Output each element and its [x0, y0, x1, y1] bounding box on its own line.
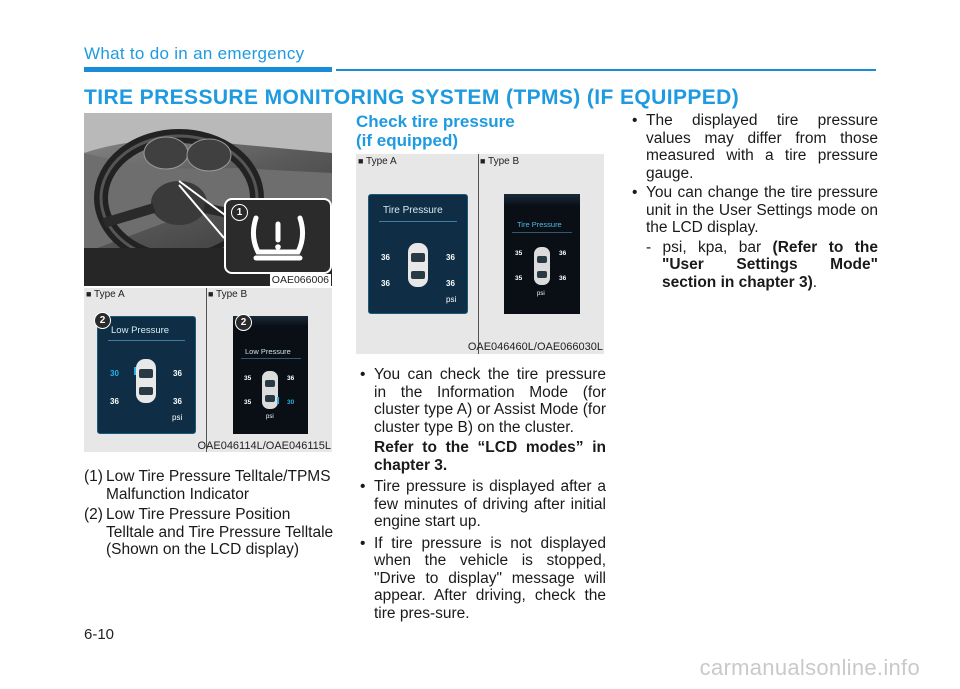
right-bullets — [628, 112, 878, 291]
page-title: TIRE PRESSURE MONITORING SYSTEM (TPMS) (IF EQUIPPED) — [84, 86, 740, 109]
unit-label: psi — [537, 291, 545, 297]
callout-number-2a: 2 — [94, 312, 111, 329]
screen-title: Low Pressure — [245, 347, 291, 356]
section-label: What to do in an emergency — [84, 44, 305, 63]
legend-list — [84, 468, 334, 559]
dashboard-photo — [84, 113, 332, 286]
unit-label: psi — [446, 295, 457, 304]
tire-rr-value: 30 — [287, 399, 295, 406]
tire-rl-value: 36 — [110, 397, 119, 406]
tire-rr-value: 36 — [559, 275, 567, 282]
tire-fr-value: 36 — [446, 253, 455, 262]
tire-rr-value: 36 — [173, 397, 182, 406]
legend-item-2: (2) Low Tire Pressure Position Telltale and Tire Pressure Telltale (Shown on the LCD display) — [84, 506, 334, 558]
tire-fl-value: 30 — [110, 369, 119, 378]
callout-number-1: 1 — [231, 204, 248, 221]
tire-pressure-screen-a — [368, 194, 468, 314]
header-rule-thick — [84, 67, 332, 72]
type-a-label: ■ Type A — [86, 289, 125, 300]
screen-title: Low Pressure — [111, 325, 170, 336]
type-b-label: ■ Type B — [480, 156, 520, 167]
screens-code: OAE046114L/OAE046115L — [197, 440, 331, 452]
bullet-change-unit: • You can change the tire pressure unit in the User Settings mode on the LCD display. — [628, 184, 878, 237]
watermark: carmanualsonline.info — [699, 655, 920, 680]
type-a-label: ■ Type A — [358, 156, 397, 167]
tire-fl-value: 36 — [381, 253, 390, 262]
callout-number-2b: 2 — [235, 314, 252, 331]
car-top-view-icon — [406, 241, 430, 289]
bullet-values-differ: • The displayed tire pressure values may differ from those measured with a tire pressure gauge. — [628, 112, 878, 182]
middle-bullets — [356, 366, 606, 622]
tire-pressure-screens-panel — [356, 154, 604, 354]
tire-fl-value: 35 — [244, 375, 252, 382]
type-b-label: ■ Type B — [208, 289, 248, 300]
panel-divider — [478, 154, 479, 354]
screens-code: OAE046460L/OAE066030L — [467, 341, 603, 353]
bullet-check-pressure: • You can check the tire pressure in the Information Mode (for cluster type A) or Assist Mode (for cluster type B) on the cluster. Refer to the “LCD modes” in chapter 3. — [356, 366, 606, 474]
low-pressure-screens-panel — [84, 288, 332, 452]
car-top-view-icon — [533, 246, 551, 286]
tire-pressure-screen-b — [504, 194, 580, 314]
tire-fl-value: 35 — [515, 250, 523, 257]
bullet-drive-to-display: • If tire pressure is not displayed when the vehicle is stopped, "Drive to display" message will appear. After driving, check the tire pres-sure. — [356, 535, 606, 623]
panel-divider — [206, 288, 207, 452]
low-pressure-screen-a — [97, 316, 196, 434]
low-pressure-screen-b — [233, 316, 308, 434]
tire-fr-value: 36 — [287, 375, 295, 382]
tire-rl-value: 35 — [244, 399, 252, 406]
unit-options: - psi, kpa, bar (Refer to the "User Settings Mode" section in chapter 3). — [646, 238, 878, 291]
tire-rr-value: 36 — [446, 279, 455, 288]
legend-item-1: (1) Low Tire Pressure Telltale/TPMS Malfunction Indicator — [84, 468, 331, 503]
car-top-view-icon — [261, 370, 279, 410]
photo-code: OAE066006 — [271, 274, 329, 286]
unit-label: psi — [266, 414, 274, 420]
page-number: 6-10 — [84, 626, 115, 643]
car-top-view-icon — [134, 357, 158, 405]
tire-fr-value: 36 — [559, 250, 567, 257]
tire-rl-value: 36 — [381, 279, 390, 288]
screen-title: Tire Pressure — [517, 220, 562, 229]
unit-label: psi — [172, 413, 183, 422]
header-rule-thin — [336, 69, 876, 71]
tire-rl-value: 35 — [515, 275, 523, 282]
tire-fr-value: 36 — [173, 369, 182, 378]
lcd-modes-reference: Refer to the “LCD modes” in chapter 3. — [374, 439, 606, 474]
screen-title: Tire Pressure — [383, 205, 443, 216]
check-tire-pressure-heading: Check tire pressure (if equipped) — [356, 112, 515, 150]
bullet-display-delay: • Tire pressure is displayed after a few minutes of driving after initial engine start up. — [356, 478, 606, 531]
